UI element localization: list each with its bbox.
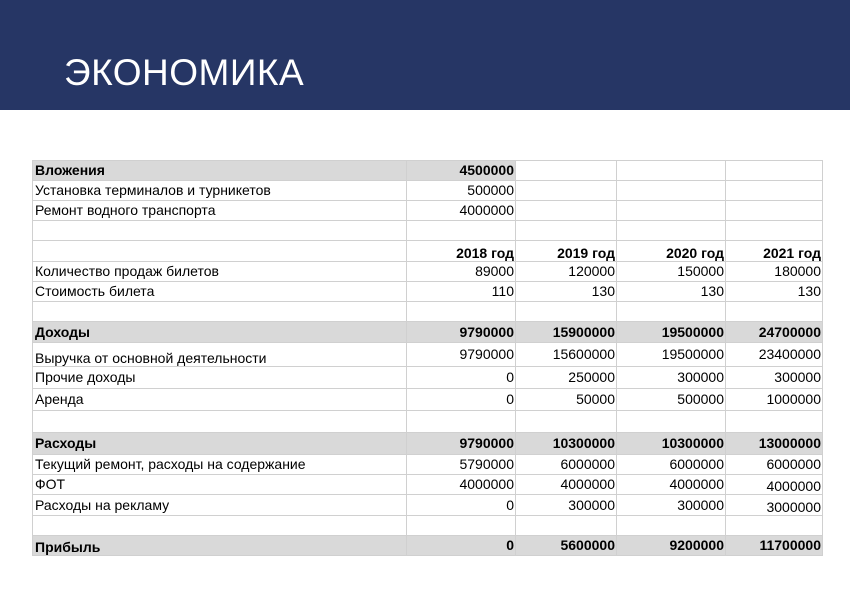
row-label: Количество продаж билетов — [33, 262, 407, 282]
row-value: 150000 — [617, 262, 726, 282]
row-value: 19500000 — [617, 322, 726, 343]
row-value: 110 — [407, 282, 516, 302]
row-value: 24700000 — [726, 322, 823, 343]
table-row — [33, 181, 823, 201]
row-value: 1000000 — [726, 389, 823, 411]
table-row — [33, 475, 823, 495]
investment-header-row — [33, 161, 823, 181]
row-value: 6000000 — [516, 455, 617, 475]
empty-cell — [33, 241, 407, 262]
table-row — [33, 367, 823, 389]
row-label: Прибыль — [33, 536, 407, 556]
expenses-header-row — [33, 433, 823, 455]
investment-header-label: Вложения — [33, 161, 407, 181]
row-value: 500000 — [617, 389, 726, 411]
row-value: 500000 — [407, 181, 516, 201]
row-value: 23400000 — [726, 343, 823, 367]
row-value: 120000 — [516, 262, 617, 282]
row-value: 15900000 — [516, 322, 617, 343]
row-value: 4000000 — [617, 475, 726, 495]
row-value: 0 — [407, 367, 516, 389]
row-value: 300000 — [617, 367, 726, 389]
empty-cell — [617, 161, 726, 181]
row-label: Выручка от основной деятельности — [33, 343, 407, 367]
row-value: 9790000 — [407, 343, 516, 367]
row-value: 13000000 — [726, 433, 823, 455]
row-value: 6000000 — [617, 455, 726, 475]
row-value: 0 — [407, 495, 516, 516]
income-header-row — [33, 322, 823, 343]
year-header: 2018 год — [407, 241, 516, 262]
years-header-row — [33, 241, 823, 262]
row-value: 300000 — [617, 495, 726, 516]
row-label: Ремонт водного транспорта — [33, 201, 407, 221]
row-value: 130 — [726, 282, 823, 302]
empty-cell — [516, 201, 617, 221]
row-label: ФОТ — [33, 475, 407, 495]
row-label: Расходы — [33, 433, 407, 455]
row-value: 4000000 — [726, 475, 823, 495]
empty-cell — [516, 161, 617, 181]
row-label: Аренда — [33, 389, 407, 411]
table-row — [33, 495, 823, 516]
year-header: 2020 год — [617, 241, 726, 262]
row-value: 3000000 — [726, 495, 823, 516]
row-value: 250000 — [516, 367, 617, 389]
row-label: Доходы — [33, 322, 407, 343]
table-row — [33, 282, 823, 302]
row-value: 19500000 — [617, 343, 726, 367]
row-value: 5600000 — [516, 536, 617, 556]
row-value: 130 — [617, 282, 726, 302]
table-row — [33, 201, 823, 221]
empty-cell — [617, 181, 726, 201]
row-value: 0 — [407, 536, 516, 556]
row-value: 10300000 — [516, 433, 617, 455]
row-value: 6000000 — [726, 455, 823, 475]
row-value: 180000 — [726, 262, 823, 282]
row-value: 300000 — [516, 495, 617, 516]
slide-title: ЭКОНОМИКА — [64, 52, 305, 93]
row-value: 9790000 — [407, 322, 516, 343]
year-header: 2019 год — [516, 241, 617, 262]
row-label: Установка терминалов и турникетов — [33, 181, 407, 201]
empty-cell — [516, 181, 617, 201]
row-value: 4000000 — [407, 201, 516, 221]
row-value: 4000000 — [516, 475, 617, 495]
row-value: 5790000 — [407, 455, 516, 475]
table-row — [33, 262, 823, 282]
row-value: 130 — [516, 282, 617, 302]
row-value: 0 — [407, 389, 516, 411]
row-value: 9200000 — [617, 536, 726, 556]
empty-cell — [726, 201, 823, 221]
row-value: 9790000 — [407, 433, 516, 455]
spacer-row — [33, 302, 823, 322]
investment-header-value: 4500000 — [407, 161, 516, 181]
economics-table — [32, 160, 823, 556]
table-row — [33, 343, 823, 367]
year-header: 2021 год — [726, 241, 823, 262]
profit-row — [33, 536, 823, 556]
row-label: Текущий ремонт, расходы на содержание — [33, 455, 407, 475]
table-row — [33, 389, 823, 411]
row-value: 10300000 — [617, 433, 726, 455]
row-value: 15600000 — [516, 343, 617, 367]
row-label: Стоимость билета — [33, 282, 407, 302]
table-row — [33, 455, 823, 475]
spacer-row — [33, 411, 823, 433]
row-value: 4000000 — [407, 475, 516, 495]
row-value: 11700000 — [726, 536, 823, 556]
row-label: Расходы на рекламу — [33, 495, 407, 516]
empty-cell — [726, 181, 823, 201]
empty-cell — [726, 161, 823, 181]
spacer-row — [33, 516, 823, 536]
row-value: 300000 — [726, 367, 823, 389]
row-label: Прочие доходы — [33, 367, 407, 389]
spacer-row — [33, 221, 823, 241]
row-value: 89000 — [407, 262, 516, 282]
row-value: 50000 — [516, 389, 617, 411]
slide-header — [0, 0, 850, 110]
empty-cell — [617, 201, 726, 221]
